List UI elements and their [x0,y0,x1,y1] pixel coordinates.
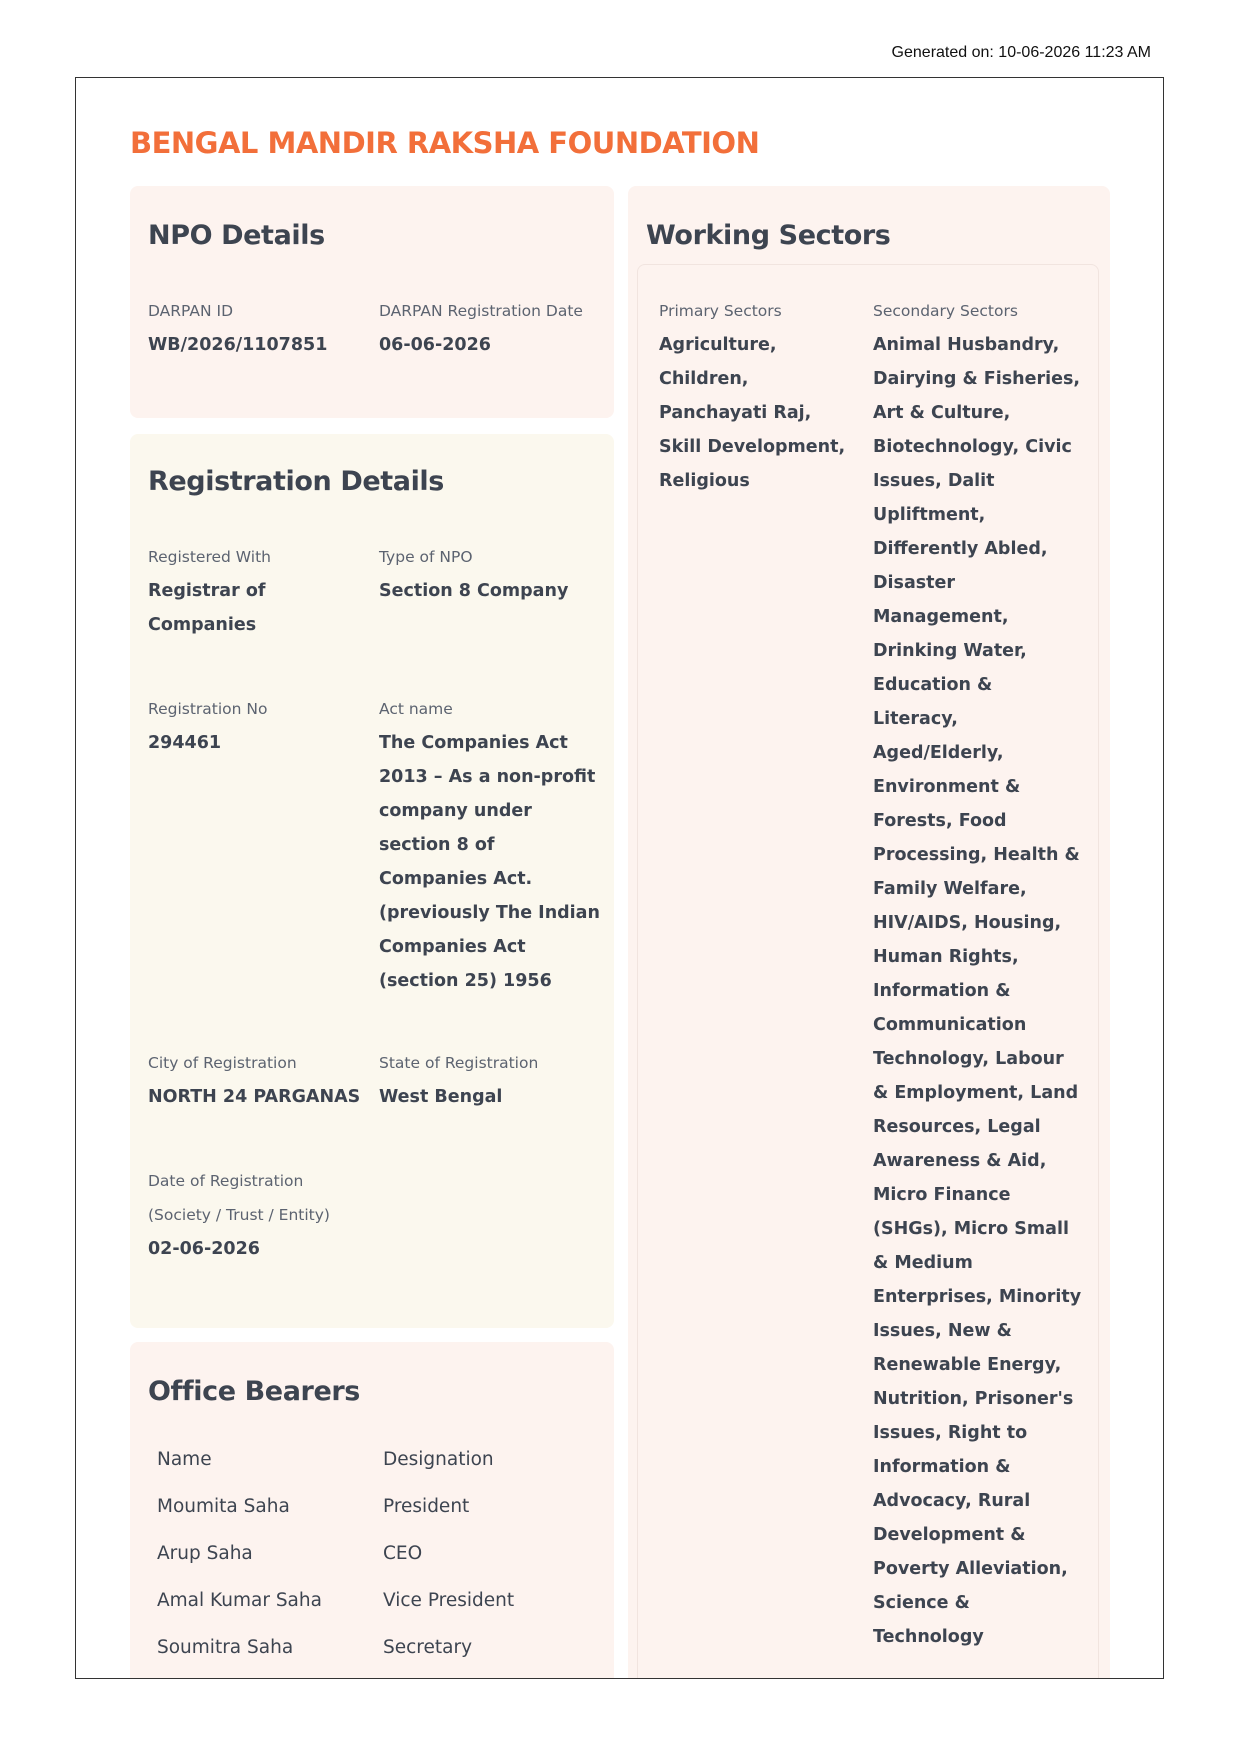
bearer-designation: Vice President [383,1590,515,1611]
bearer-designation: President [383,1496,470,1517]
npo-type-label: Type of NPO [379,548,473,566]
city-label: City of Registration [148,1054,297,1072]
date-of-registration-field [148,1164,353,1266]
registered-with-field [148,540,363,642]
npo-details-heading: NPO Details [148,220,325,251]
registered-with-value: Registrar of Companies [148,581,266,635]
darpan-reg-date-field [379,294,604,362]
darpan-id-value: WB/2026/1107851 [148,335,328,355]
secondary-sectors-label: Secondary Sectors [873,302,1018,320]
bearer-designation: Secretary [383,1637,473,1658]
city-of-registration-field [148,1046,373,1114]
registration-details-heading: Registration Details [148,466,444,497]
date-of-registration-label: Date of Registration (Society / Trust / Entity) [148,1172,330,1224]
state-label: State of Registration [379,1054,539,1072]
darpan-id-field [148,294,363,362]
npo-details-card [130,186,614,418]
state-of-registration-field [379,1046,604,1114]
bearer-name: Moumita Saha [157,1496,290,1517]
registration-details-card [130,434,614,1328]
act-name-value: The Companies Act 2013 – As a non-profit company under section 8 of Companies Act. (previously The Indian Companies Act (section 25) 1956 [379,733,600,991]
bearer-name: Amal Kumar Saha [157,1590,322,1611]
bearer-name: Soumitra Saha [157,1637,294,1658]
generated-timestamp: Generated on: 10-06-2026 11:23 AM [891,44,1151,61]
document-frame [75,77,1164,1679]
primary-sectors-label: Primary Sectors [659,302,782,320]
secondary-sectors-list: Animal Husbandry, Dairying & Fisheries, Art & Culture, Biotechnology, Civic Issues, Dalit Upliftment, Differently Abled, Disaster Management, Drinking Water, Education & Literacy, Aged/Elderly, Environment & Forests, Food Processing, Health & Family Welfare, HIV/AIDS, Housing, Human Rights, Information & Communication Technology, Labour & Employment, Land Resources, Legal Awareness & Aid, Micro Finance (SHGs), Micro Small & Medium Enterprises, Minority Issues, New & Renewable Energy, Nutrition, Prisoner's Issues, Right to Information & Advocacy, Rural Development & Poverty Alleviation, Science & Technology [873,335,1082,1647]
registration-no-value: 294461 [148,733,222,753]
registered-with-label: Registered With [148,548,271,566]
registration-no-field [148,692,363,760]
darpan-reg-date-label: DARPAN Registration Date [379,302,583,320]
npo-type-value: Section 8 Company [379,581,569,601]
bearer-name: Arup Saha [157,1543,253,1564]
table-row [157,1581,597,1621]
primary-sectors-list: Agriculture, Children, Panchayati Raj, Skill Development, Religious [659,335,846,491]
table-header-row [157,1440,597,1480]
act-name-field [379,692,607,998]
table-row [157,1628,597,1668]
act-name-label: Act name [379,700,453,718]
darpan-id-label: DARPAN ID [148,302,234,320]
registration-no-label: Registration No [148,700,268,718]
bearer-designation: CEO [383,1543,423,1564]
table-row [157,1534,597,1574]
city-value: NORTH 24 PARGANAS [148,1087,361,1107]
npo-type-field [379,540,604,608]
secondary-sectors-field [873,294,1083,1654]
working-sectors-heading: Working Sectors [646,220,891,251]
table-row [157,1487,597,1527]
working-sectors-card [628,186,1110,1679]
column-header-designation: Designation [383,1449,494,1470]
date-of-registration-value: 02-06-2026 [148,1239,260,1259]
office-bearers-card [130,1342,614,1679]
primary-sectors-field [659,294,859,498]
column-header-name: Name [157,1449,212,1470]
darpan-reg-date-value: 06-06-2026 [379,335,491,355]
org-title: BENGAL MANDIR RAKSHA FOUNDATION [130,126,760,160]
office-bearers-heading: Office Bearers [148,1376,360,1407]
state-value: West Bengal [379,1087,503,1107]
